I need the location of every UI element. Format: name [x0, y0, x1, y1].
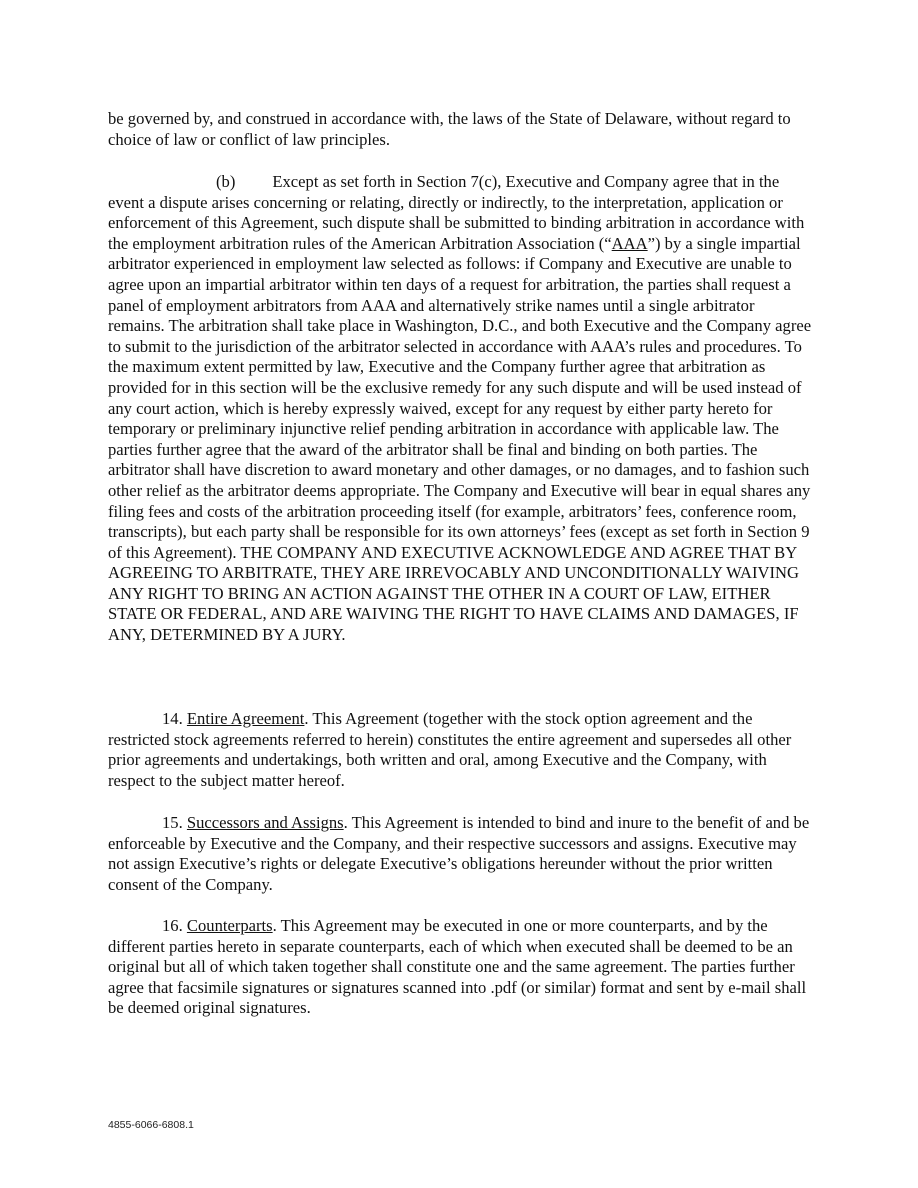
section-number: 15.	[162, 813, 183, 832]
paragraph-text: ”) by a single impartial arbitrator experienced in employment law selected as follows: if Company and Executive are unable to agree upon an impartial arbitrator within ten days of a request for arbitration, the parties shall request a panel of employment arbitrators from AAA and alternatively strike names until a single arbitrator remains. The arbitration shall take place in Washington, D.C., and both Executive and the Company agree to submit to the jurisdiction of the arbitrator selected in accordance with AAA’s rules and procedures. To the maximum extent permitted by law, Executive and the Company further agree that arbitration as provided for in this section will be the exclusive remedy for any such dispute and will be used instead of any court action, which is hereby expressly waived, except for any request by either party hereto for temporary or preliminary injunctive relief pending arbitration in accordance with applicable law. The parties further agree that the award of the arbitrator shall be final and binding on both parties. The arbitrator shall have discretion to award monetary and other damages, or no damages, and to fashion such other relief as the arbitrator deems appropriate. The Company and Executive will bear in equal shares any filing fees and costs of the arbitration proceeding itself (for example, arbitrators’ fees, conference room, transcripts), but each party shall be responsible for its own attorneys’ fees (except as set forth in Section 9 of this Agreement). THE COMPANY AND EXECUTIVE ACKNOWLEDGE AND AGREE THAT BY AGREEING TO ARBITRATE, THEY ARE IRREVOCABLY AND UNCONDITIONALLY WAIVING ANY RIGHT TO BRING AN ACTION AGAINST THE OTHER IN A COURT OF LAW, EITHER STATE OR FEDERAL, AND ARE WAIVING THE RIGHT TO HAVE CLAIMS AND DAMAGES, IF ANY, DETERMINED BY A JURY.	[108, 233, 812, 645]
document-id-footer: 4855-6066-6808.1	[108, 1119, 194, 1131]
section-text: . This Agreement (together with the stock option agreement and the restricted stock agreements referred to herein) constitutes the entire agreement and supersedes all other prior agreements and undertakings, both written and oral, among Executive and the Company, with respect to the subject matter hereof.	[108, 709, 792, 790]
section-counterparts	[108, 916, 812, 1019]
section-text: . This Agreement may be executed in one or more counterparts, and by the different parties hereto in separate counterparts, each of which when executed shall be deemed to be an original but all of which taken together shall constitute one and the same agreement. The parties further agree that facsimile signatures or signatures scanned into .pdf (or similar) format and sent by e-mail shall be deemed original signatures.	[108, 916, 807, 1018]
section-successors-and-assigns	[108, 813, 812, 895]
paragraph-text: be governed by, and construed in accordance with, the laws of the State of Delaware, without regard to choice of law or conflict of law principles.	[108, 109, 791, 149]
section-text: . This Agreement is intended to bind and inure to the benefit of and be enforceable by Executive and the Company, and their respective successors and assigns. Executive may not assign Executive’s rights or delegate Executive’s obligations hereunder without the prior written consent of the Company.	[108, 813, 810, 894]
paragraph-text: Except as set forth in Section 7(c), Executive and Company agree that in the event a dispute arises concerning or relating, directly or indirectly, to the interpretation, application or enforcement of this Agreement, such dispute shall be submitted to binding arbitration in accordance with the employment arbitration rules of the American Arbitration Association (“	[108, 172, 805, 253]
section-number: 14.	[162, 709, 183, 728]
subsection-label: (b)	[216, 172, 236, 191]
section-heading: Entire Agreement	[186, 709, 305, 728]
section-heading: Counterparts	[186, 916, 273, 935]
section-heading: Successors and Assigns	[186, 813, 344, 832]
paragraph-arbitration	[108, 172, 812, 646]
defined-term: AAA	[611, 233, 648, 253]
paragraph-governing-law	[108, 109, 812, 150]
section-number: 16.	[162, 916, 183, 935]
section-entire-agreement	[108, 709, 812, 791]
